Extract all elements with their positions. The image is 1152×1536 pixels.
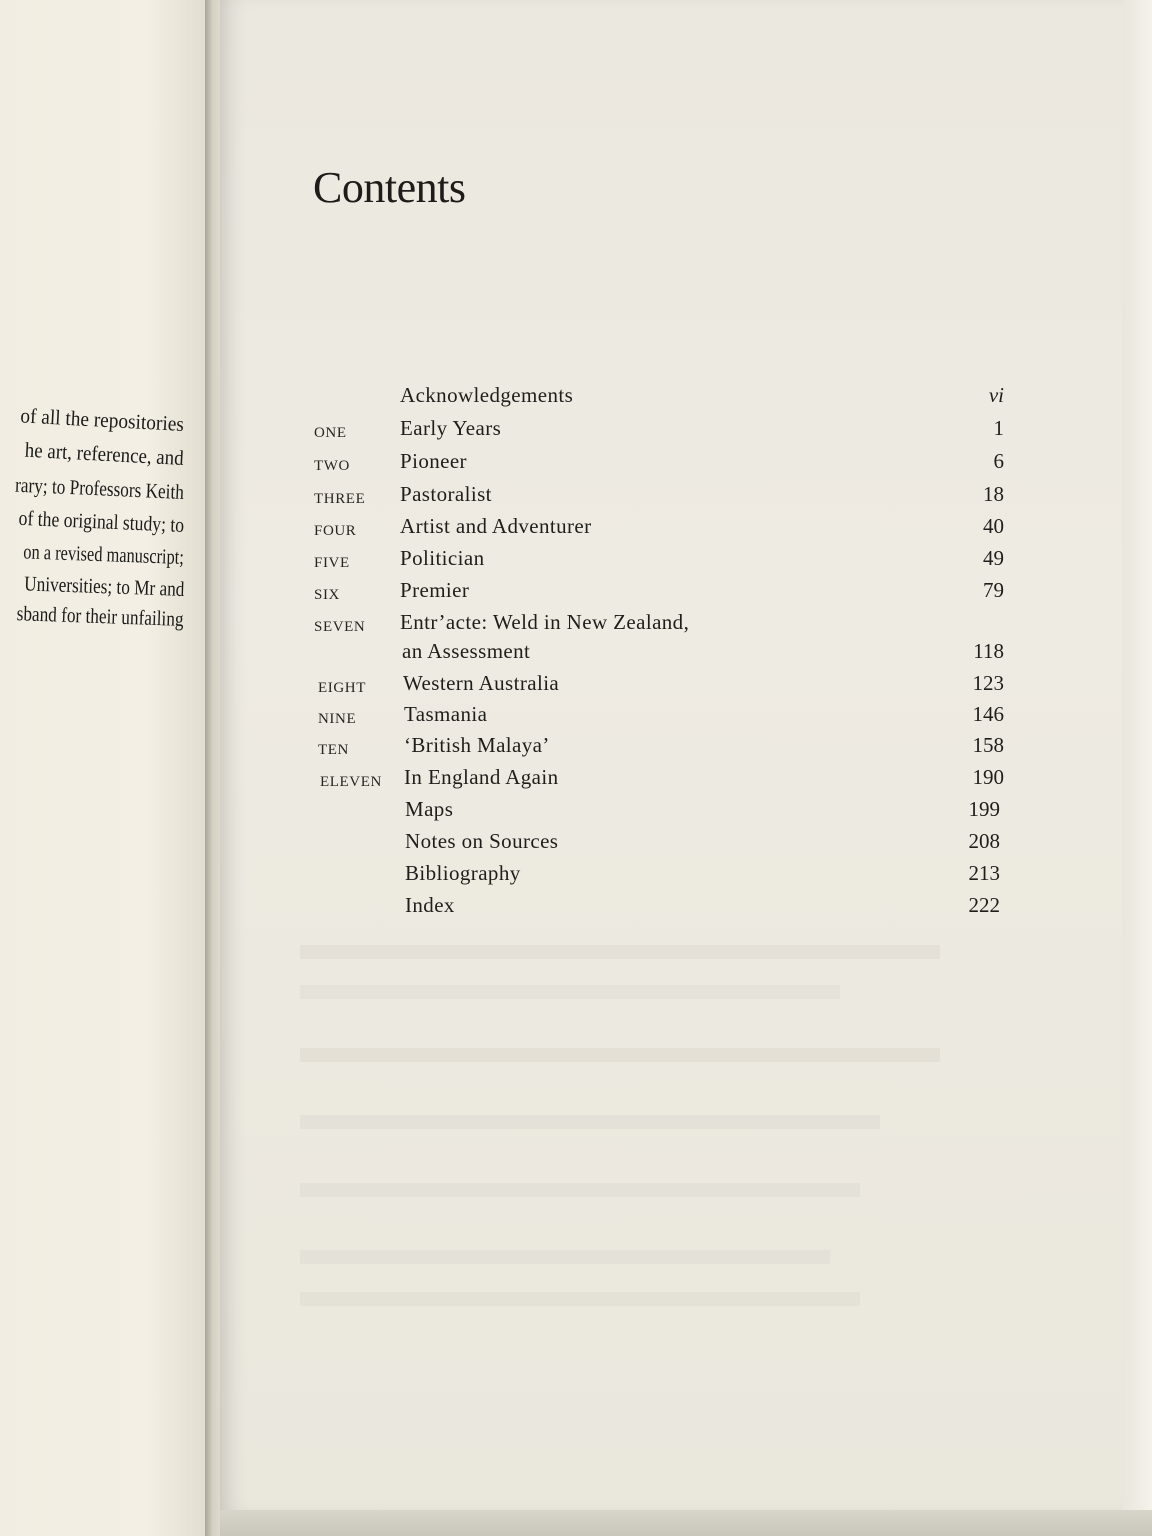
- page-number: vi: [988, 383, 1004, 407]
- chapter-number: SEVEN: [314, 619, 366, 635]
- chapter-title: ‘British Malaya’: [404, 733, 550, 757]
- page-number: 40: [983, 514, 1004, 538]
- page-number: 49: [983, 546, 1004, 570]
- chapter-title: Premier: [400, 578, 470, 602]
- left-page-text-line: sband for their unfailing: [16, 601, 185, 631]
- toc-entry: [0, 702, 1152, 734]
- chapter-title: Maps: [405, 797, 454, 821]
- chapter-title: Index: [405, 893, 455, 917]
- left-page-text-line: rary; to Professors Keith: [14, 472, 185, 504]
- page-number: 79: [983, 578, 1004, 602]
- chapter-title: Notes on Sources: [405, 829, 559, 853]
- chapter-title: Tasmania: [404, 702, 488, 726]
- toc-entry: [0, 797, 1152, 829]
- page-number: 158: [972, 733, 1004, 757]
- toc-entry: [0, 383, 1152, 415]
- page-number: 213: [968, 861, 1000, 885]
- page-number: 146: [972, 702, 1004, 726]
- page-number: 118: [973, 639, 1004, 663]
- left-page-text-line: of all the repositories: [19, 403, 185, 436]
- chapter-number: EIGHT: [318, 680, 366, 696]
- chapter-number: THREE: [314, 491, 366, 507]
- page-number: 18: [983, 482, 1004, 506]
- chapter-number: FIVE: [314, 555, 350, 571]
- toc-entry: [0, 861, 1152, 893]
- chapter-title: Politician: [400, 546, 485, 570]
- toc-entry: [0, 671, 1152, 703]
- page-title: Contents: [313, 163, 466, 212]
- toc-entry: [0, 449, 1152, 481]
- chapter-title: Entr’acte: Weld in New Zealand,: [400, 610, 690, 634]
- chapter-number: FOUR: [314, 523, 357, 539]
- toc-entry: [0, 416, 1152, 448]
- chapter-title: Pastoralist: [400, 482, 492, 506]
- chapter-title: Early Years: [400, 416, 502, 440]
- page-number: 190: [972, 765, 1004, 789]
- left-page-text-line: of the original study; to: [18, 505, 185, 537]
- chapter-number: ONE: [314, 425, 347, 441]
- toc-entry: [0, 829, 1152, 861]
- chapter-title: Artist and Adventurer: [400, 514, 592, 538]
- left-page-text-line: on a revised manuscript;: [23, 539, 185, 569]
- chapter-title: Bibliography: [405, 861, 521, 885]
- page-number: 208: [968, 829, 1000, 853]
- toc-entry: [0, 733, 1152, 765]
- page-number: 123: [972, 671, 1004, 695]
- toc-entry: [0, 546, 1152, 578]
- toc-entry: [0, 482, 1152, 514]
- chapter-number: SIX: [314, 587, 340, 603]
- chapter-number: TWO: [314, 458, 350, 474]
- chapter-number: ELEVEN: [320, 774, 382, 790]
- chapter-title-continuation: an Assessment: [402, 639, 531, 663]
- toc-entry: [0, 765, 1152, 797]
- chapter-title: In England Again: [404, 765, 559, 789]
- page-number: 199: [968, 797, 1000, 821]
- chapter-number: NINE: [318, 711, 357, 727]
- left-page-text-line: Universities; to Mr and: [23, 571, 185, 601]
- page-number: 222: [968, 893, 1000, 917]
- page-number: 1: [993, 416, 1004, 440]
- chapter-number: TEN: [318, 742, 349, 758]
- left-page-text-line: he art, reference, and: [24, 437, 185, 470]
- chapter-title: Pioneer: [400, 449, 467, 473]
- chapter-title: Western Australia: [403, 671, 560, 695]
- toc-entry: [0, 514, 1152, 546]
- page-number: 6: [993, 449, 1004, 473]
- toc-entry: [0, 578, 1152, 610]
- toc-entry: [0, 893, 1152, 925]
- toc-entry: [0, 610, 1152, 674]
- chapter-title: Acknowledgements: [400, 383, 574, 407]
